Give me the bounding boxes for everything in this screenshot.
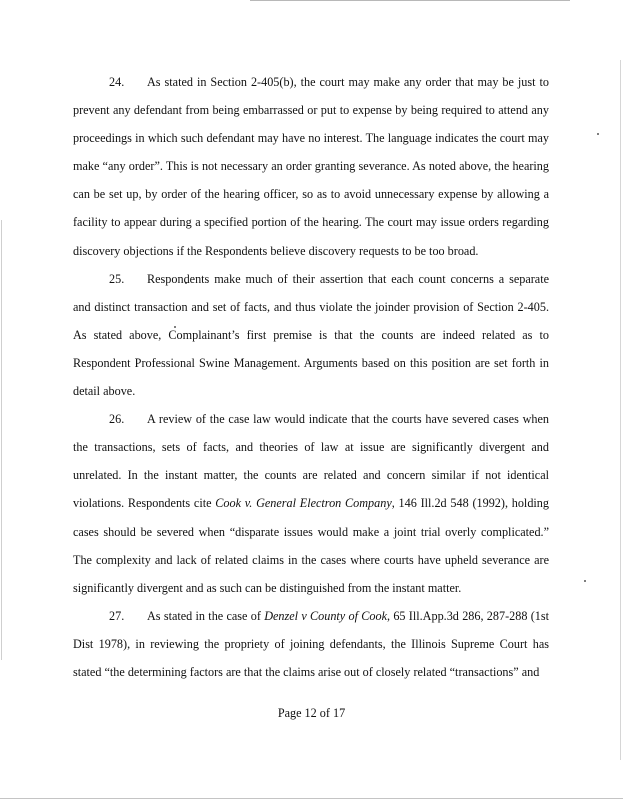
text-run: As stated in Section 2-405(b), the court may make any order that may be just to prevent any defendant from being embarrassed or put to expense by being required to attend any proceedings in which such defendant may have no interest. The language indicates the court may make “any order”. This is not necessary an order granting severance. As noted above, the hearing can be set up, by order of the hearing officer, so as to avoid unnecessary expense by allowing a facility to appear during a specified portion of the hearing. The court may issue orders regarding discovery objections if the Respondents believe discovery requests to be too broad. <box>73 75 549 258</box>
document-body <box>73 68 549 686</box>
paragraph-number: 27. <box>109 608 125 623</box>
text-run: As stated in the case of <box>147 608 265 623</box>
case-citation: Cook v. General Electron Company <box>215 496 392 511</box>
paragraph-text <box>73 75 549 258</box>
paragraph-26 <box>73 405 549 602</box>
text-run: , 65 Ill.App.3d 286, 287-288 (1st Dist 1978), in reviewing the propriety of joining defendants, the Illinois Supreme Court has stated “the determining factors are that the claims arise out of closely related “transactions” and <box>73 608 549 679</box>
case-citation: Denzel v County of Cook <box>264 608 387 623</box>
scan-edge-bottom <box>0 798 623 799</box>
paragraph-27 <box>73 602 549 686</box>
text-run: Respondents make much of their assertion that each count concerns a separate and distinct transaction and set of facts, and thus violate the joinder provision of Section 2-405. As stated above, Complainant’s first premise is that the counts are indeed related as to Respondent Professional Swine Management. Arguments based on this position are set forth in detail above. <box>73 271 549 399</box>
paragraph-number: 25. <box>109 271 125 286</box>
text-run: , 146 Ill.2d 548 (1992), holding cases should be severed when “disparate issues would make a joint trial overly complicated.” The complexity and lack of related claims in the cases where courts have upheld severance are significantly divergent and as such can be distinguished from the instant matter. <box>73 496 549 595</box>
paragraph-text <box>73 412 549 595</box>
paragraph-number: 24. <box>109 75 125 89</box>
paragraph-number: 26. <box>109 412 125 427</box>
scan-speck <box>597 133 599 135</box>
text-run: A review of the case law would indicate that the courts have severed cases when the transactions, sets of facts, and theories of law at issue are significantly divergent and unrelated. In the instant matter, the counts are related and concern similar if not identical violations. Respondents cite <box>73 412 549 511</box>
scan-speck <box>584 580 586 582</box>
paragraph-24 <box>73 68 549 265</box>
scan-edge-top <box>250 0 570 1</box>
page-number: Page 12 of 17 <box>277 706 346 720</box>
paragraph-25 <box>73 265 549 405</box>
scan-edge-right <box>620 60 621 760</box>
scan-edge-left <box>1 220 2 660</box>
